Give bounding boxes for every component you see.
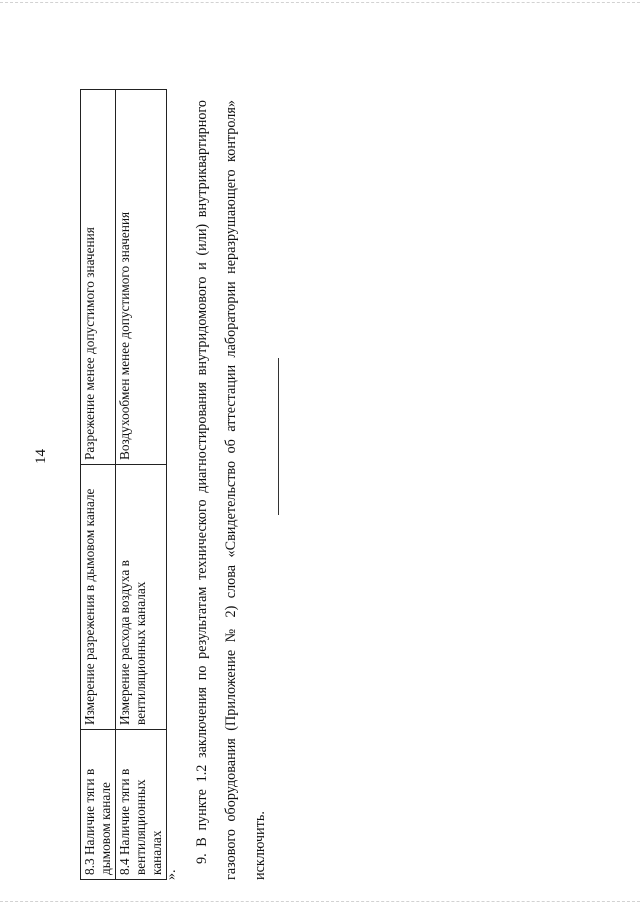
table-row	[81, 90, 116, 880]
table-row	[116, 90, 167, 880]
horizontal-rule	[278, 358, 279, 515]
paragraph-9: 9. В пункте 1.2 заключения по результатам технического диагностирования внутридомового и (или) внутриквартирного газового оборудования (Приложение № 2) слова «Свидетельство об аттестации лаборатории неразрушающего контроля» исключить.	[194, 100, 268, 880]
table-cell-item: 8.3 Наличие тяги в дымовом канале	[81, 730, 116, 880]
table-cell-criterion: Воздухообмен менее допустимого значения	[116, 90, 167, 465]
rotated-document-page	[80, 100, 320, 880]
table-cell-measurement: Измерение разрежения в дымовом канале	[81, 465, 116, 730]
scan-edge-top	[0, 2, 640, 3]
inspection-table	[80, 89, 167, 880]
table-cell-measurement: Измерение расхода воздуха в вентиляционных каналах	[116, 465, 167, 730]
page-number: 14	[33, 449, 49, 464]
table-cell-item: 8.4 Наличие тяги в вентиляционных каналах	[116, 730, 167, 880]
scan-edge-bottom	[0, 901, 640, 902]
table-cell-criterion: Разрежение менее допустимого значения	[81, 90, 116, 465]
closing-quote: ».	[164, 869, 179, 880]
